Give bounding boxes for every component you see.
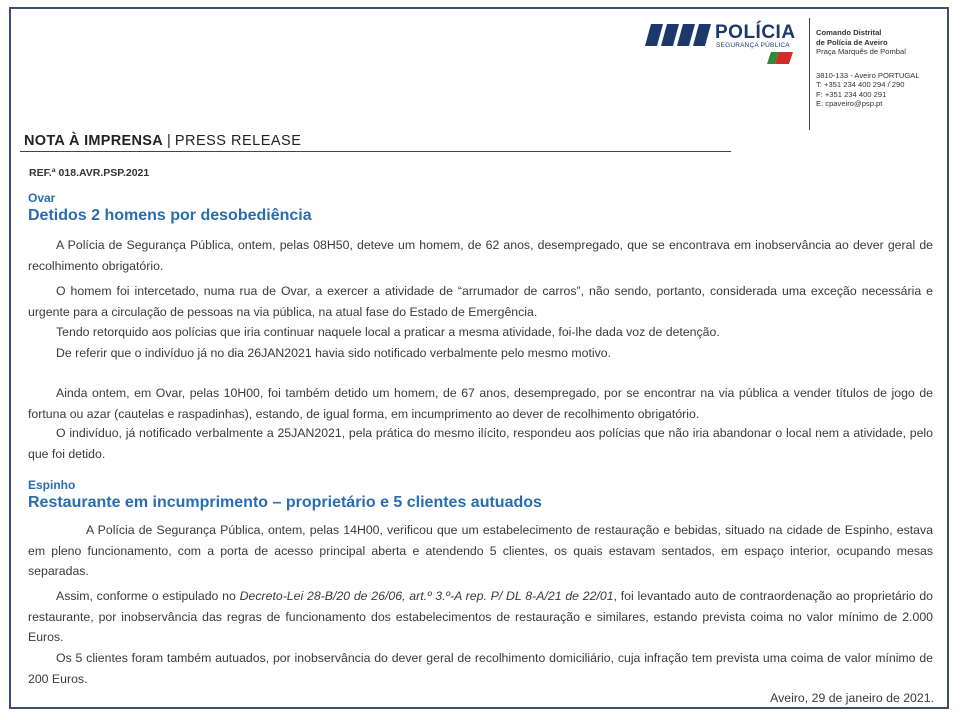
section1-paragraph-6: O indivíduo, já notificado verbalmente a 25JAN2021, pela prática do mesmo ilícito, respondeu aos polícias que não iria abandonar o local nem a atividade, pelo que foi detido. <box>28 426 933 461</box>
press-release-label: PRESS RELEASE <box>174 133 302 149</box>
press-release-heading <box>24 133 301 149</box>
logo-wordmark: POLÍCIA <box>715 22 796 43</box>
signoff-date: Aveiro, 29 de janeiro de 2021. <box>770 691 934 705</box>
address-email[interactable]: E: cpaveiro@psp.pt <box>816 99 883 108</box>
logo-stripes-icon <box>645 24 711 46</box>
section1-location: Ovar <box>28 191 56 205</box>
section2-paragraph-2 <box>28 586 933 648</box>
reference-number: REF.ª 018.AVR.PSP.2021 <box>29 167 150 179</box>
address-line-2: de Polícia de Aveiro <box>816 37 888 47</box>
section2-location: Espinho <box>28 478 76 492</box>
section1-paragraph-2: O homem foi intercetado, numa rua de Ovar, a exercer a atividade de “arrumador de carros”, não sendo, portanto, considerada uma exceção necessária e urgente para a circulação de pessoas na via pública, na atual fase do Estado de Emergência. <box>28 284 933 319</box>
address-divider <box>809 18 810 130</box>
section2-paragraph-3: Os 5 clientes foram também autuados, por inobservância do dever geral de recolhimento domiciliário, cuja infração tem prevista uma coima de valor mínimo de 200 Euros. <box>28 651 933 686</box>
address-line-1: Comando Distrital <box>816 28 882 37</box>
section2-title: Restaurante em incumprimento – proprietário e 5 clientes autuados <box>28 494 542 511</box>
section2-paragraph-1: A Polícia de Segurança Pública, ontem, pelas 14H00, verificou que um estabelecimento de restauração e bebidas, situado na cidade de Espinho, estava em pleno funcionamento, com a porta de acesso principal aberta e atendendo 5 clientes, os quais estavam sentados, em espaço interior, ocupando mesas separadas. <box>28 523 933 578</box>
address-fax: F: +351 234 400 291 <box>816 89 887 99</box>
section1-paragraph-1: A Polícia de Segurança Pública, ontem, pelas 08H50, deteve um homem, de 62 anos, desempregado, que se encontrava em inobservância ao dever geral de recolhimento obrigatório. <box>28 238 933 273</box>
psp-logo <box>645 22 800 66</box>
section2-p2-after: , foi levantado auto de contraordenação ao proprietário do restaurante, por inobservância das regras de funcionamento dos estabelecimentos de restauração e similares, estando prevista coima no valor mínimo de 2.000 Euros. <box>28 589 933 644</box>
logo-subtitle: SEGURANÇA PÚBLICA <box>716 42 790 49</box>
nota-label: NOTA À IMPRENSA <box>24 133 164 149</box>
section1-paragraph-5: Ainda ontem, em Ovar, pelas 10H00, foi também detido um homem, de 67 anos, desempregado, por se encontrar na via pública a vender títulos de jogo de fortuna ou azar (cautelas e raspadinhas), estando, de igual forma, em incumprimento ao dever de recolhimento obrigatório. <box>28 386 933 421</box>
address-line-4: 3810-133 - Aveiro PORTUGAL <box>816 70 920 80</box>
section2-p2-before: Assim, conforme o estipulado no <box>56 589 240 603</box>
section1-title: Detidos 2 homens por desobediência <box>28 207 312 224</box>
section1-paragraph-4: De referir que o indivíduo já no dia 26JAN2021 havia sido notificado verbalmente pelo mesmo motivo. <box>56 346 612 360</box>
address-phone: T: +351 234 400 294 / 290 <box>816 80 905 89</box>
heading-separator: | <box>167 133 171 149</box>
address-line-3: Praça Marquês de Pombal <box>816 47 906 56</box>
heading-rule <box>20 151 731 152</box>
decree-reference: Decreto-Lei 28-B/20 de 26/06, art.º 3.º-A rep. P/ DL 8-A/21 de 22/01 <box>239 589 614 603</box>
address-block <box>816 28 920 109</box>
section1-paragraph-3: Tendo retorquido aos polícias que iria continuar naquele local a praticar a mesma atividade, foi-lhe dada voz de detenção. <box>56 325 720 339</box>
portugal-flag-icon <box>767 52 793 64</box>
